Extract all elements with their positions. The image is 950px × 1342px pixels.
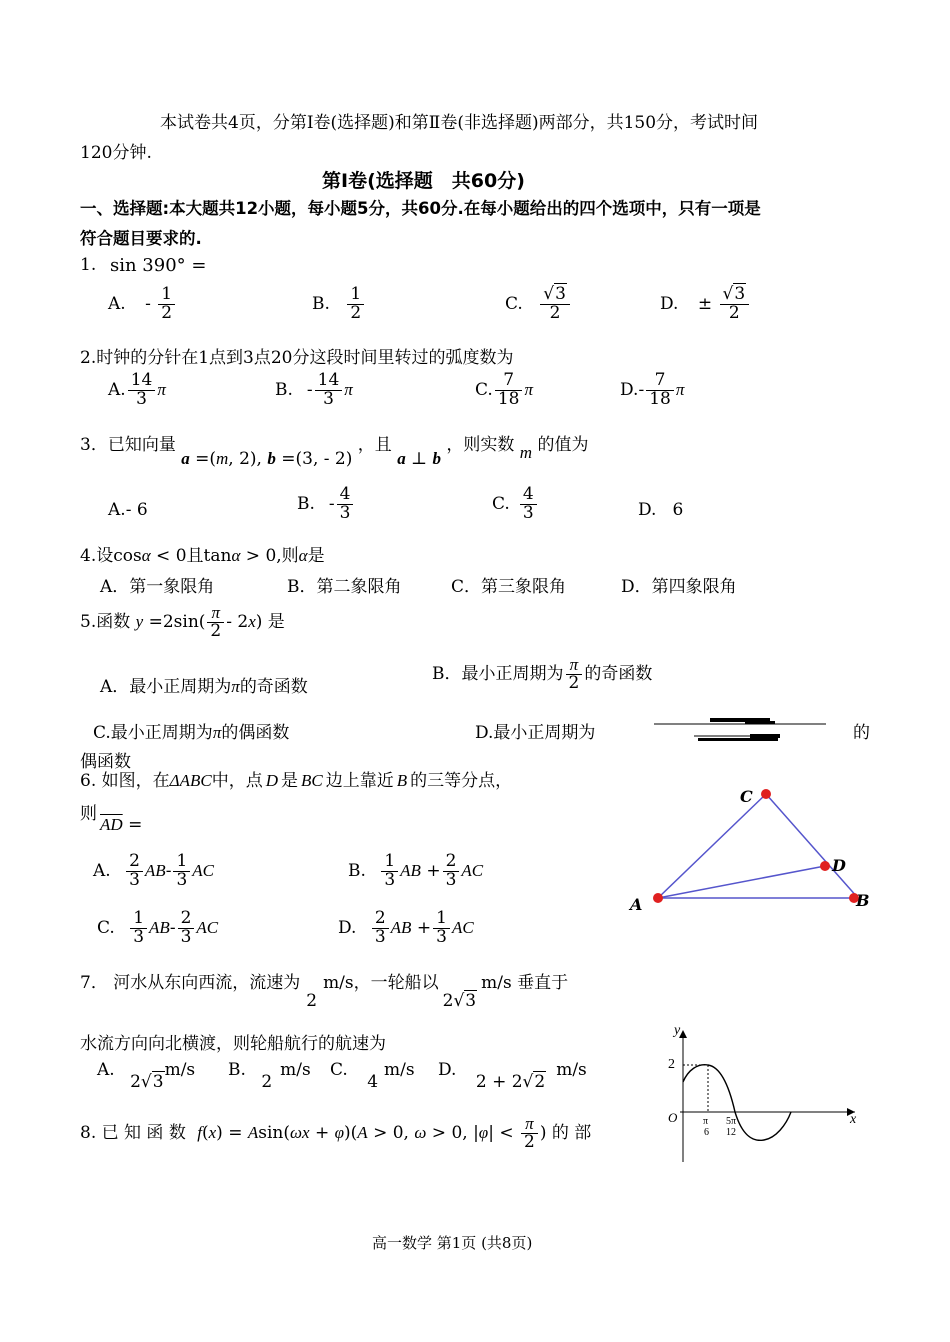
triangle-edge-ac <box>658 794 766 898</box>
q3-a-value: - 6 <box>125 500 148 520</box>
q5-option-a: A．最小正周期为π的奇函数 <box>100 677 308 697</box>
q7-stem-c: m/s 垂直于 <box>481 973 569 993</box>
q3-d-label: D. <box>638 500 657 520</box>
point-a <box>653 893 663 903</box>
q3-d-value: 6 <box>672 500 684 520</box>
q1-option-c: C. $\frac{√3}{2}$ <box>505 286 572 323</box>
x-tick2-num: 5π <box>726 1116 737 1127</box>
q7-c-label: C. <box>330 1060 348 1080</box>
origin-label: O <box>668 1110 678 1125</box>
q2-stem: 2.时钟的分针在1点到3点20分这段时间里转过的弧度数为 <box>80 348 514 368</box>
triangle-figure <box>620 780 890 920</box>
q2-option-a: A. $\frac{14}{3}$ π <box>108 370 166 409</box>
q2-b-label: B. <box>275 379 293 400</box>
q6-option-b: B. $\frac{1}{3}$ AB + $\frac{2}{3}$ AC <box>348 851 484 890</box>
q8-stem-b: 的 部 <box>551 1122 592 1143</box>
x-tick1-den: 6 <box>704 1127 709 1138</box>
q4-stem-d: 是 <box>307 546 325 566</box>
q6-stem: 6. 如图，在ΔABC中，点 D 是 BC 边上靠近 B 的三等分点， <box>80 771 513 791</box>
q7-option-c: C. 4m/s <box>330 1060 415 1092</box>
x-axis-label: x <box>850 1112 857 1127</box>
q3-option-c: C. $\frac{4}{3}$ <box>492 486 539 523</box>
q5-d-tail: 的 <box>853 723 870 743</box>
section-title: 第Ⅰ卷(选择题 共60分) <box>322 170 525 192</box>
q5-option-b: B．最小正周期为 $\frac{\pi}{2}$ 的奇函数 <box>432 655 653 693</box>
q5-stem: 5.函数 y =2sin( $\frac{\pi}{2}$ - 2x) 是 <box>80 603 285 641</box>
q6-stem-a: 6. 如图，在 <box>80 771 170 791</box>
q7-c-unit: m/s <box>384 1060 415 1080</box>
q1-c-label: C. <box>505 293 523 314</box>
q4-option-c: C．第三象限角 <box>451 577 567 597</box>
q4-option-a: A．第一象限角 <box>100 577 215 597</box>
q5-d-continuation: 偶函数 <box>80 752 131 772</box>
q3-intro: 3．已知向量 <box>80 435 176 455</box>
q6-b-label: B. <box>348 860 366 881</box>
q1-expression: sin 390° = <box>110 255 207 276</box>
q1-option-d: D. ± $\frac{√3}{2}$ <box>660 286 751 323</box>
q6-c-label: C. <box>97 917 115 938</box>
q7-d-unit: m/s <box>556 1060 587 1080</box>
y-tick-label: 2 <box>668 1057 675 1072</box>
q6-option-a: A. $\frac{2}{3}$ AB- $\frac{1}{3}$ AC <box>93 851 215 890</box>
q7-stem-line2: 水流方向向北横渡，则轮船航行的航速为 <box>80 1034 386 1054</box>
q3-option-a <box>108 500 148 520</box>
q7-b-unit: m/s <box>280 1060 311 1080</box>
q5-stem-a: 5.函数 <box>80 611 131 632</box>
q3-option-b: B. - $\frac{4}{3}$ <box>297 486 355 523</box>
page-footer: 高一数学 第1页 (共8页) <box>372 1234 533 1252</box>
triangle-segment-ad <box>658 866 825 898</box>
q7-option-d: D. 2 + 2√2m/s <box>438 1060 587 1092</box>
q6-d-label: D. <box>338 917 357 938</box>
sine-graph <box>650 1020 870 1165</box>
q1-number: 1. <box>80 255 97 275</box>
q1-d-label: D. <box>660 293 679 314</box>
part1-line-2: 符合题目要求的. <box>80 229 202 248</box>
q2-c-label: C. <box>475 379 493 400</box>
q4-option-d: D．第四象限角 <box>621 577 737 597</box>
q5-b-post: 的奇函数 <box>584 663 653 684</box>
q8-stem: 8. 已 知 函 数 f(x) = Asin(ωx + φ)(A > 0, ω > 0, |φ| < $\frac{\pi}{2}$ ) 的 部 <box>80 1114 592 1152</box>
label-b: B <box>856 891 870 910</box>
q5-a-pre: A．最小正周期为 <box>100 677 232 697</box>
q2-option-c: C. $\frac{7}{18}$ π <box>475 370 533 409</box>
part1-line-1: 一、选择题:本大题共12小题，每小题5分，共60分.在每小题给出的四个选项中，只有一项是 <box>80 199 761 218</box>
q3-c-label: C. <box>492 493 510 514</box>
q7-stem-b: m/s，一轮船以 <box>323 973 439 993</box>
q6-stem-b: 中，点 <box>211 771 263 791</box>
q5-d-scribble <box>650 712 830 746</box>
q3-b-label: B. <box>297 493 315 514</box>
q1-b-label: B. <box>312 293 330 314</box>
q3-tail: ，则实数 <box>446 435 515 455</box>
q2-a-label: A. <box>108 379 126 400</box>
q8-stem-a: 8. 已 知 函 数 <box>80 1122 186 1143</box>
q6-ad-vector: $\overline{AD}$ = <box>100 815 143 835</box>
q5-a-post: 的奇函数 <box>239 677 308 697</box>
q7-a-label: A. <box>97 1060 115 1080</box>
q7-option-a: A. 2√3m/s <box>97 1060 196 1092</box>
label-d: D <box>832 856 846 875</box>
label-c: C <box>740 787 753 806</box>
triangle-edge-cb <box>766 794 858 898</box>
q4-stem-a: 4.设 <box>80 546 114 566</box>
q7-stem-a: 7． 河水从东向西流，流速为 <box>80 973 301 993</box>
q3-tail2: 的值为 <box>537 435 589 455</box>
q3-mid: ，且 <box>357 435 392 455</box>
point-c <box>761 789 771 799</box>
q1-a-label: A. <box>108 293 126 314</box>
y-axis-label: y <box>674 1023 681 1038</box>
q6-a-label: A. <box>93 860 111 881</box>
q3-a-label: A. <box>108 500 126 520</box>
q5-d-pre: D.最小正周期为 <box>475 723 596 743</box>
label-a: A <box>630 895 643 914</box>
q6-stem-e: 的三等分点， <box>410 771 513 791</box>
point-d <box>820 861 830 871</box>
q5-b-pre: B．最小正周期为 <box>432 663 564 684</box>
q5-stem-b: 是 <box>267 611 285 632</box>
q5-c-post: 的偶函数 <box>221 723 290 743</box>
q5-c-pre: C.最小正周期为 <box>93 723 213 743</box>
x-tick2-den: 12 <box>726 1127 736 1138</box>
q6-stem-d: 边上靠近 <box>325 771 394 791</box>
q4-stem-c: ,则 <box>276 546 299 566</box>
q2-d-label: D. <box>620 379 639 400</box>
q6-stem-c: 是 <box>281 771 298 791</box>
q6-then: 则 <box>80 804 97 824</box>
q5-option-c: C.最小正周期为π的偶函数 <box>93 723 290 743</box>
q3-option-d <box>638 500 683 520</box>
q2-option-b: B. - $\frac{14}{3}$ π <box>275 370 353 409</box>
q2-option-d: D.- $\frac{7}{18}$ π <box>620 370 685 409</box>
q7-stem-line1: 7． 河水从东向西流，流速为2m/s，一轮船以2√3m/s 垂直于 <box>80 973 569 1011</box>
q3-stem: 3．已知向量 a =(m, 2), b =(3, - 2) ，且 a ⊥ b ，则实数 m 的值为 <box>80 435 589 469</box>
q1-option-a: A. - $\frac{1}{2}$ <box>108 286 177 323</box>
q4-stem-b: 且 <box>186 546 204 566</box>
q7-option-b: B. 2m/s <box>228 1060 311 1092</box>
q7-b-label: B. <box>228 1060 246 1080</box>
intro-line-2: 120分钟. <box>80 143 152 163</box>
q7-d-label: D. <box>438 1060 457 1080</box>
intro-line-1: 本试卷共4页，分第Ⅰ卷(选择题)和第Ⅱ卷(非选择题)两部分，共150分，考试时间 <box>160 113 759 133</box>
sine-curve <box>683 1065 791 1141</box>
x-tick1-num: π <box>703 1116 709 1127</box>
q4-stem: 4.设cosα < 0且tanα > 0,则α是 <box>80 546 325 566</box>
q1-option-b: B. $\frac{1}{2}$ <box>312 286 366 323</box>
q7-a-unit: m/s <box>164 1060 196 1080</box>
q4-option-b: B．第二象限角 <box>287 577 402 597</box>
q6-option-d: D. $\frac{2}{3}$ AB + $\frac{1}{3}$ AC <box>338 908 474 947</box>
q5-option-d <box>475 718 595 743</box>
q6-option-c: C. $\frac{1}{3}$ AB- $\frac{2}{3}$ AC <box>97 908 219 947</box>
